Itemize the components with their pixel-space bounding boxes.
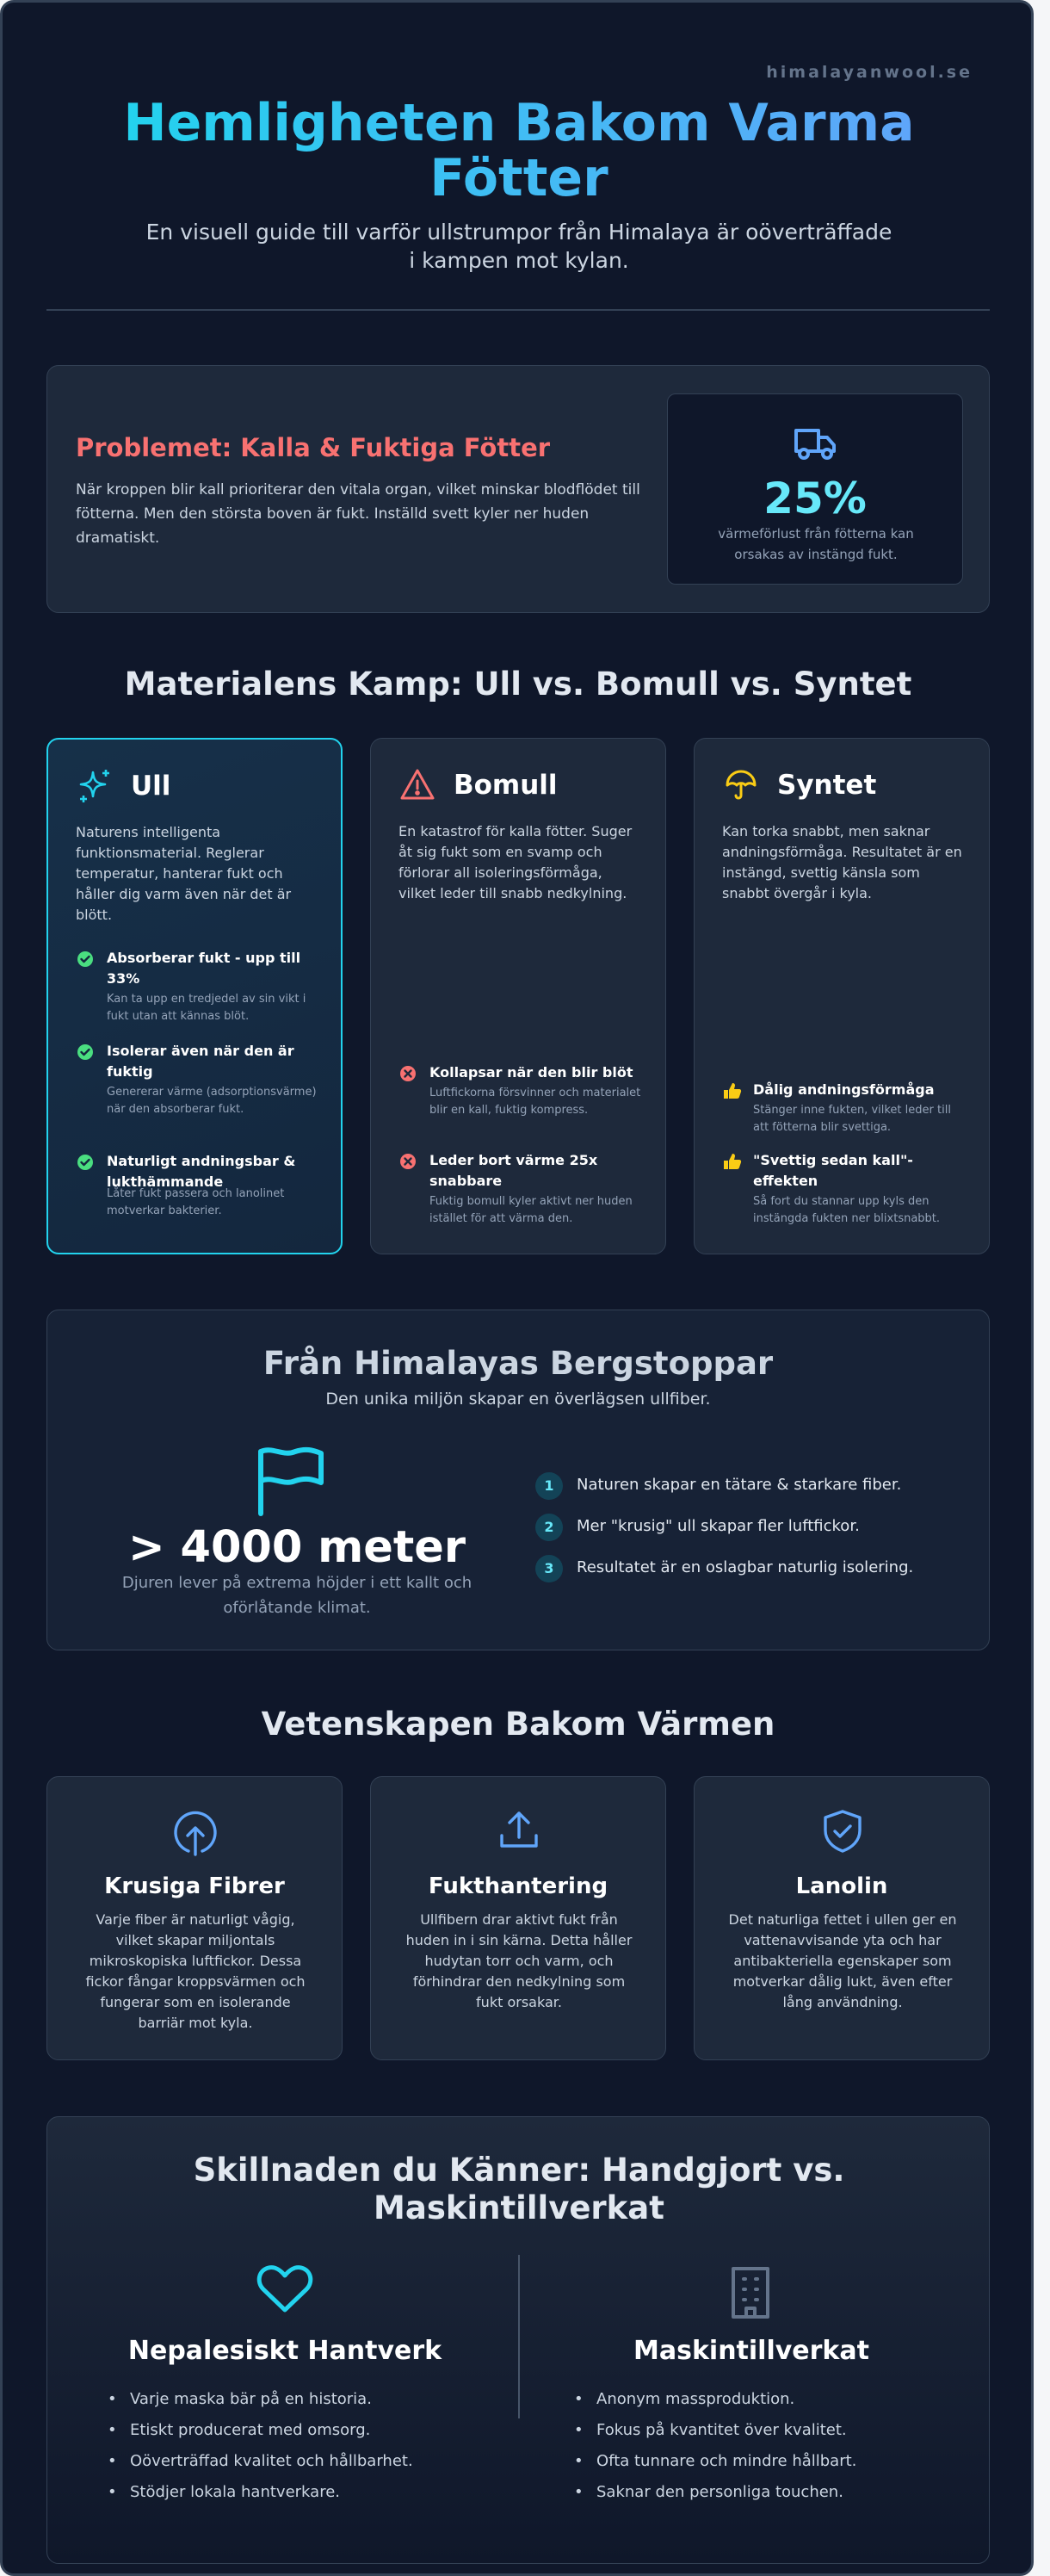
handmade-list bbox=[106, 2384, 467, 2508]
science-title: Krusiga Fibrer bbox=[104, 1873, 285, 1899]
heart-icon bbox=[256, 2263, 313, 2315]
material-card-wool bbox=[46, 738, 343, 1254]
page-title: Hemligheten Bakom Varma Fötter bbox=[106, 96, 932, 206]
problem-title: Problemet: Kalla & Fuktiga Fötter bbox=[76, 433, 551, 462]
difference-title: Skillnaden du Känner: Handgjort vs. Maskintillverkat bbox=[193, 2152, 845, 2226]
point-text: Kan ta upp en tredjedel av sin vikt i fukt utan att kännas blöt. bbox=[107, 993, 306, 1023]
building-icon bbox=[725, 2263, 776, 2320]
list-item: • Oöverträffad kvalitet och hållbarhet. bbox=[106, 2446, 467, 2477]
point-title: Isolerar även när den är fuktig bbox=[107, 1043, 294, 1080]
point-text: Genererar värme (adsorptionsvärme) när den absorberar fukt. bbox=[107, 1086, 317, 1116]
step-text: Naturen skapar en tätare & starkare fiber. bbox=[577, 1476, 902, 1494]
thumbs-up-icon bbox=[722, 1081, 743, 1100]
point-title: Leder bort värme 25x snabbare bbox=[429, 1152, 598, 1189]
step-number: 3 bbox=[535, 1555, 563, 1582]
upload-icon bbox=[497, 1808, 541, 1853]
altitude-label: Djuren lever på extrema höjder i ett kallt och oförlåtande klimat. bbox=[121, 1574, 472, 1617]
sparkles-icon bbox=[76, 767, 114, 805]
point-text: Fuktig bomull kyler aktivt ner huden istället för att värma den. bbox=[429, 1195, 633, 1225]
himalaya-card bbox=[46, 1310, 990, 1650]
truck-icon bbox=[793, 424, 839, 461]
list-item: • Etiskt producerat med omsorg. bbox=[106, 2415, 467, 2446]
material-desc-cotton: En katastrof för kalla fötter. Suger åt sig fukt som en svamp och förlorar all isoleringsförmåga, vilket leder till snabb nedkylning. bbox=[398, 823, 633, 901]
science-text: Det naturliga fettet i ullen ger en vattenavvisande yta och har antibakteriella egenskaper som motverkar dålig lukt, även efter lång användning. bbox=[728, 1911, 957, 2010]
material-card-cotton bbox=[370, 738, 666, 1254]
x-circle-icon bbox=[398, 1152, 417, 1171]
check-circle-icon bbox=[76, 950, 95, 969]
science-card-fibers bbox=[46, 1776, 343, 2060]
science-title: Fukthantering bbox=[428, 1873, 608, 1899]
material-title-wool: Ull bbox=[131, 771, 171, 802]
point-title: Absorberar fukt - upp till 33% bbox=[107, 950, 301, 987]
list-item: • Anonym massproduktion. bbox=[572, 2384, 934, 2415]
point-text: Stänger inne fukten, vilket leder till att fötterna blir svettiga. bbox=[753, 1104, 951, 1134]
point-text: Luftfickorna försvinner och materialet blir en kall, fuktig kompress. bbox=[429, 1087, 641, 1117]
difference-card bbox=[46, 2116, 990, 2564]
science-card-lanolin bbox=[694, 1776, 990, 2060]
point-title: Naturligt andningsbar & lukthämmande bbox=[107, 1153, 296, 1190]
machine-title: Maskintillverkat bbox=[633, 2336, 869, 2366]
step-text: Resultatet är en oslagbar naturlig isolering. bbox=[577, 1558, 914, 1576]
science-text: Varje fiber är naturligt vågig, vilket skapar miljontals mikroskopiska luftfickor. Dessa fickor fångar kroppsvärmen och fungerar som en isolerande barriär mot kyla. bbox=[85, 1911, 306, 2031]
material-title-cotton: Bomull bbox=[454, 770, 558, 801]
umbrella-icon bbox=[722, 766, 760, 804]
header-divider bbox=[46, 309, 990, 311]
point-title: Kollapsar när den blir blöt bbox=[429, 1064, 633, 1081]
list-item: • Saknar den personliga touchen. bbox=[572, 2477, 934, 2508]
point-text: Låter fukt passera och lanolinet motverkar bakterier. bbox=[107, 1187, 285, 1217]
material-title-synthetic: Syntet bbox=[777, 770, 877, 801]
science-title: Lanolin bbox=[795, 1873, 888, 1899]
column-divider bbox=[518, 2255, 520, 2418]
flag-icon bbox=[254, 1445, 328, 1517]
shield-check-icon bbox=[820, 1808, 865, 1855]
stat-box bbox=[667, 393, 963, 585]
page-subtitle: En visuell guide till varför ullstrumpor från Himalaya är oöverträffade i kampen mot kylan. bbox=[145, 220, 892, 273]
material-desc-wool: Naturens intelligenta funktionsmaterial. Reglerar temperatur, hanterar fukt och håller dig varm även när det är blött. bbox=[76, 824, 292, 923]
stat-label: värmeförlust från fötterna kan orsakas av instängd fukt. bbox=[718, 526, 914, 562]
list-item: • Fokus på kvantitet över kvalitet. bbox=[572, 2415, 934, 2446]
list-item: • Ofta tunnare och mindre hållbart. bbox=[572, 2446, 934, 2477]
check-circle-icon bbox=[76, 1153, 95, 1172]
list-item: • Varje maska bär på en historia. bbox=[106, 2384, 467, 2415]
material-card-synthetic bbox=[694, 738, 990, 1254]
science-text: Ullfibern drar aktivt fukt från huden in i sin kärna. Detta håller hudytan torr och varm, och förhindrar den nedkylning som fukt orsakar. bbox=[405, 1911, 633, 2010]
stat-value: 25% bbox=[763, 474, 867, 523]
step-number: 2 bbox=[535, 1514, 563, 1541]
warning-icon bbox=[398, 766, 436, 804]
x-circle-icon bbox=[398, 1064, 417, 1083]
science-card-moisture bbox=[370, 1776, 666, 2060]
point-title: "Svettig sedan kall"-effekten bbox=[753, 1152, 913, 1189]
machine-list bbox=[572, 2384, 934, 2508]
thumbs-up-icon bbox=[722, 1152, 743, 1171]
point-title: Dålig andningsförmåga bbox=[753, 1081, 935, 1098]
himalaya-subtitle: Den unika miljön skapar en överlägsen ullfiber. bbox=[325, 1390, 711, 1409]
himalaya-title: Från Himalayas Bergstoppar bbox=[262, 1345, 774, 1382]
check-circle-icon bbox=[76, 1043, 95, 1062]
step-number: 1 bbox=[535, 1472, 563, 1500]
arrow-up-circle-icon bbox=[173, 1808, 218, 1856]
problem-card bbox=[46, 365, 990, 613]
altitude-value: > 4000 meter bbox=[127, 1522, 466, 1573]
science-heading: Vetenskapen Bakom Värmen bbox=[261, 1706, 775, 1743]
site-name: himalayanwool.se bbox=[766, 63, 973, 82]
handmade-title: Nepalesiskt Hantverk bbox=[127, 2336, 442, 2366]
step-text: Mer "krusig" ull skapar fler luftfickor. bbox=[577, 1517, 860, 1535]
point-text: Så fort du stannar upp kyls den instängda fukten ner blixtsnabbt. bbox=[753, 1195, 941, 1225]
list-item: • Stödjer lokala hantverkare. bbox=[106, 2477, 467, 2508]
materials-heading: Materialens Kamp: Ull vs. Bomull vs. Syntet bbox=[124, 666, 912, 703]
material-desc-synthetic: Kan torka snabbt, men saknar andningsförmåga. Resultatet är en instängd, svettig känsla som snabbt övergår i kyla. bbox=[722, 823, 962, 901]
problem-text: När kroppen blir kall prioriterar den vitala organ, vilket minskar blodflödet till fötterna. Men den största boven är fukt. Inställd svett kyler ner huden dramatiskt. bbox=[76, 481, 640, 547]
